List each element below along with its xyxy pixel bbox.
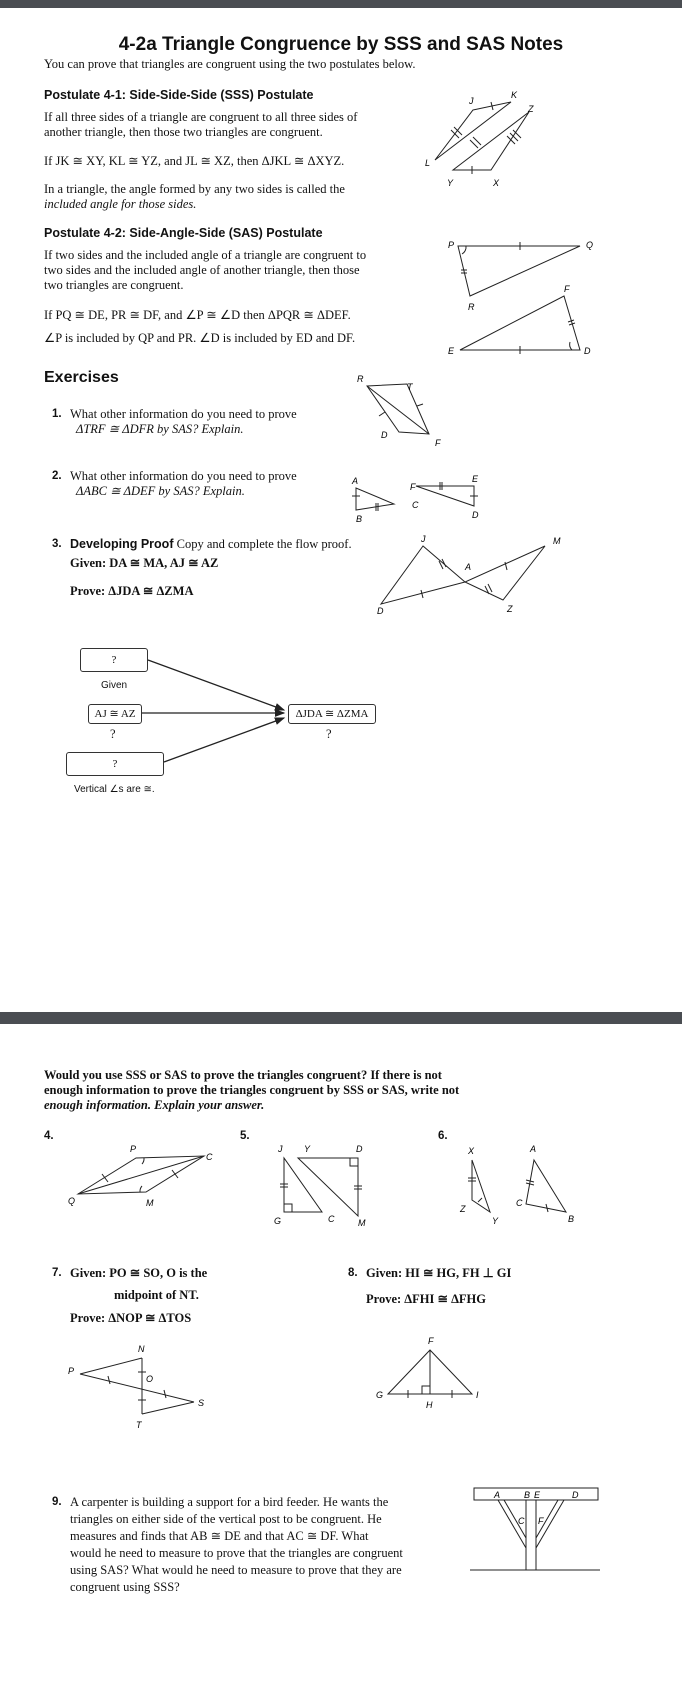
q7-label-p: P [68, 1366, 75, 1376]
q7-label-o: O [146, 1374, 154, 1384]
q9-line6: congruent using SSS? [70, 1580, 180, 1594]
label-x: X [493, 178, 500, 188]
label-e: E [448, 346, 455, 356]
q3-bold: Developing Proof [70, 537, 174, 551]
q9-line4: would he need to measure to prove that the triangles are congruent [70, 1546, 403, 1560]
q5-figure [266, 1138, 386, 1228]
q3-label-m: M [553, 536, 561, 546]
q4-figure [64, 1140, 224, 1210]
q5-label-d: D [356, 1144, 363, 1154]
postulate1-text-line1: If all three sides of a triangle are congruent to all three sides of [44, 110, 358, 124]
label-q: Q [586, 240, 594, 250]
label-f: F [564, 284, 570, 294]
intro-text: You can prove that triangles are congruent using the two postulates below. [44, 57, 416, 71]
label-k: K [511, 90, 518, 100]
q1-line2: ΔTRF ≅ ΔDFR by SAS? Explain. [76, 422, 244, 436]
q6-figure [456, 1138, 586, 1228]
q9-line2: triangles on either side of the vertical post to be congruent. He [70, 1512, 382, 1526]
q8-prove: Prove: ΔFHI ≅ ΔFHG [366, 1292, 486, 1306]
flow-conclusion[interactable]: ΔJDA ≅ ΔZMA [288, 704, 376, 724]
label-r: R [468, 302, 475, 312]
postulate1-if-line: If JK ≅ XY, KL ≅ YZ, and JL ≅ XZ, then ΔJKL ≅ ΔXYZ. [44, 154, 345, 168]
q9-line1: A carpenter is building a support for a bird feeder. He wants the [70, 1495, 389, 1509]
q1-line1: What other information do you need to prove [70, 407, 297, 421]
flow-box3-reason: Vertical ∠s are ≅. [74, 784, 155, 795]
q8-label-f: F [428, 1336, 434, 1346]
q9-label-b: B [524, 1490, 531, 1500]
q5-number: 5. [240, 1130, 250, 1142]
q7-given-line2: midpoint of NT. [114, 1288, 199, 1302]
included-angle-line2: included angle for those sides. [44, 197, 197, 211]
included-angle-line1: In a triangle, the angle formed by any two sides is called the [44, 182, 345, 196]
q6-label-x: X [468, 1146, 475, 1156]
label-d: D [584, 346, 591, 356]
q5-label-j: J [278, 1144, 283, 1154]
q6-label-z: Z [460, 1204, 466, 1214]
q4-number: 4. [44, 1130, 54, 1142]
q6-label-y: Y [492, 1216, 499, 1226]
q7-given-line1: Given: PO ≅ SO, O is the [70, 1266, 208, 1280]
q8-label-i: I [476, 1390, 479, 1400]
q2-label-b: B [356, 514, 363, 524]
q5-label-g: G [274, 1216, 282, 1226]
q9-label-f: F [538, 1516, 544, 1526]
flow-box2[interactable]: AJ ≅ AZ [88, 704, 142, 724]
flow-box2-reason[interactable]: ? [110, 727, 116, 741]
q3-prove: Prove: ΔJDA ≅ ΔZMA [70, 584, 194, 598]
q9-label-e: E [534, 1490, 541, 1500]
q6-label-a: A [530, 1144, 537, 1154]
flow-box1-reason: Given [101, 680, 128, 691]
q6-label-b: B [568, 1214, 575, 1224]
q2-label-d: D [472, 510, 479, 520]
q2-line1: What other information do you need to prove [70, 469, 297, 483]
q5-label-c: C [328, 1214, 335, 1224]
q9-figure [470, 1484, 602, 1574]
q7-number: 7. [52, 1267, 62, 1279]
label-l: L [425, 158, 431, 168]
postulate2-included-line: ∠P is included by QP and PR. ∠D is included by ED and DF. [44, 331, 356, 345]
label-y: Y [447, 178, 454, 188]
q3-rest: Copy and complete the flow proof. [173, 537, 352, 551]
q3-label-a: A [465, 562, 472, 572]
postulate2-text-line2: two sides and the included angle of another triangle, then those [44, 263, 360, 277]
q9-number: 9. [52, 1496, 62, 1508]
q7-prove: Prove: ΔNOP ≅ ΔTOS [70, 1311, 192, 1325]
q1-label-d: D [381, 430, 388, 440]
q2-number: 2. [52, 470, 62, 482]
postulate2-text-line3: two triangles are congruent. [44, 278, 184, 292]
q7-label-t: T [136, 1420, 142, 1430]
q8-figure [372, 1334, 492, 1414]
q7-label-n: N [138, 1344, 145, 1354]
q3-given: Given: DA ≅ MA, AJ ≅ AZ [70, 556, 219, 570]
postulate2-if-line: If PQ ≅ DE, PR ≅ DF, and ∠P ≅ ∠D then ΔPQR ≅ ΔDEF. [44, 308, 351, 322]
q2-label-a: A [352, 476, 359, 486]
q1-label-f: F [435, 438, 441, 448]
q9-line3: measures and finds that AB ≅ DE and that AC ≅ DF. What [70, 1529, 369, 1543]
page-title: 4-2a Triangle Congruence by SSS and SAS Notes [118, 34, 564, 55]
q8-label-h: H [426, 1400, 433, 1410]
q6-number: 6. [438, 1130, 448, 1142]
q4-label-q: Q [68, 1196, 76, 1206]
q1-label-r: R [357, 374, 364, 384]
q1-label-t: T [407, 382, 413, 392]
postulate1-heading: Postulate 4-1: Side-Side-Side (SSS) Postulate [44, 88, 314, 102]
page-separator [0, 1012, 682, 1024]
q4-label-c: C [206, 1152, 213, 1162]
q3-number: 3. [52, 538, 62, 550]
q8-label-g: G [376, 1390, 384, 1400]
q7-figure [66, 1344, 226, 1444]
flow-conclusion-reason[interactable]: ? [326, 727, 332, 741]
flow-box1[interactable]: ? [80, 648, 148, 672]
q2-label-e: E [472, 474, 479, 484]
q2-line2: ΔABC ≅ ΔDEF by SAS? Explain. [76, 484, 245, 498]
q9-label-a: A [494, 1490, 501, 1500]
q6-label-c: C [516, 1198, 523, 1208]
q1-number: 1. [52, 408, 62, 420]
q4-label-p: P [130, 1144, 137, 1154]
q5-label-m: M [358, 1218, 366, 1228]
q8-number: 8. [348, 1267, 358, 1279]
q3-label-j: J [421, 534, 426, 544]
exercises-heading: Exercises [44, 369, 119, 386]
q7-label-s: S [198, 1398, 205, 1408]
q5-label-y: Y [304, 1144, 311, 1154]
q2-label-f: F [410, 482, 416, 492]
flow-box3[interactable]: ? [66, 752, 164, 776]
q4-label-m: M [146, 1198, 154, 1208]
postulate1-text-line2: another triangle, then those two triangles are congruent. [44, 125, 323, 139]
postulate2-text-line1: If two sides and the included angle of a triangle are congruent to [44, 248, 367, 262]
q9-line5: using SAS? What would he need to measure to prove that they are [70, 1563, 402, 1577]
label-j: J [469, 96, 474, 106]
label-z: Z [528, 104, 534, 114]
label-p: P [448, 240, 455, 250]
part2-instr-line2: enough information to prove the triangles congruent by SSS or SAS, write not [44, 1083, 460, 1097]
q3-label-d: D [377, 606, 384, 616]
postulate2-heading: Postulate 4-2: Side-Angle-Side (SAS) Postulate [44, 226, 323, 240]
q9-label-d: D [572, 1490, 579, 1500]
q9-label-c: C [518, 1516, 525, 1526]
q8-given: Given: HI ≅ HG, FH ⊥ GI [366, 1266, 512, 1280]
q2-label-c: C [412, 500, 419, 510]
q3-label-z: Z [507, 604, 513, 614]
part2-instr-line3: enough information. Explain your answer. [44, 1098, 265, 1112]
part2-instr-line1: Would you use SSS or SAS to prove the triangles congruent? If there is not [44, 1068, 442, 1082]
